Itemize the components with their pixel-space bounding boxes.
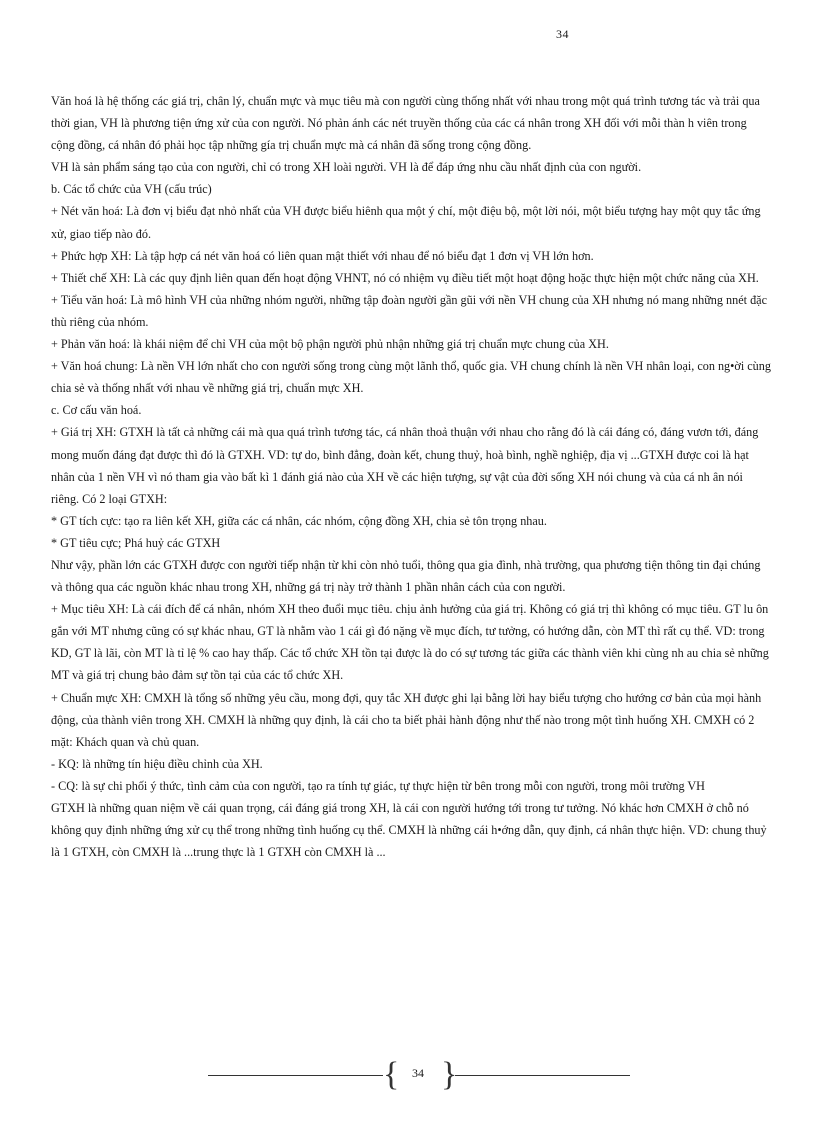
text-line: nhân của 1 nền VH vì nó tham gia vào bất kì 1 đánh giá nào của XH về các hiện tượng, sự vật của đời sống XH nói chung và của cá nh ân nói	[51, 469, 743, 484]
text-line: + Giá trị XH: GTXH là tất cả những cái mà qua quá trình tương tác, cá nhân thoả thuận với nhau cho rằng đó là cái đáng có, đáng vươn tới, đáng	[51, 425, 759, 440]
text-line: gắn với MT nhưng cũng có sự khác nhau, GT là nhằm vào 1 cái gì đó nặng về mục đích, tư tưởng, có hướng dẫn, còn MT thì rất cụ thể. VD: trong	[51, 624, 765, 639]
text-line: không quy định những ứng xử cụ thể trong những tình huống cụ thể. CMXH là những cái h•ớng dẫn, quy định, cá nhân thực hiện. VD: chung thuỷ	[51, 823, 767, 838]
text-line: chia sẻ và thống nhất với nhau về những giá trị, chuẩn mực XH.	[51, 381, 364, 396]
text-line: - KQ: là những tín hiệu điều chỉnh của XH.	[51, 756, 263, 771]
footer-page-number: 34	[412, 1066, 424, 1080]
text-line: + Phức hợp XH: Là tập hợp cá nét văn hoá có liên quan mật thiết với nhau để nó biểu đạt 1 đơn vị VH lớn hơn.	[51, 248, 594, 263]
text-line: c. Cơ cấu văn hoá.	[51, 403, 142, 418]
text-line: thời gian, VH là phương tiện ứng xử của con người. Nó phản ánh các nét truyền thống của các cá nhân trong XH đối với mỗi thàn h viên trong	[51, 116, 747, 131]
text-line: Như vậy, phần lớn các GTXH được con người tiếp nhận từ khi còn nhỏ tuổi, thông qua gia đình, nhà trường, qua phương tiện thông tin đại chúng	[51, 557, 761, 572]
footer-ornament-left-icon: {	[383, 1056, 400, 1093]
footer-rule-right	[455, 1075, 630, 1076]
text-line: Văn hoá là hệ thống các giá trị, chân lý, chuẩn mực và mục tiêu mà con người cùng thống nhất với nhau trong một quá trình tương tác và trải qua	[51, 94, 760, 108]
text-line: VH là sản phẩm sáng tạo của con người, chỉ có trong XH loài người. VH là để đáp ứng nhu cầu nhất định của con người.	[51, 160, 642, 175]
footer-rule-left	[208, 1075, 383, 1076]
text-line: + Mục tiêu XH: Là cái đích để cá nhân, nhóm XH theo đuổi mục tiêu. chịu ảnh hưởng của giá trị. Không có giá trị thì không có mục tiêu. GT lu ôn	[51, 602, 769, 617]
text-line: + Nét văn hoá: Là đơn vị biểu đạt nhỏ nhất của VH được biểu hiênh qua một ý chí, một điệu bộ, một lời nói, một biểu tượng hay một quy tắc ứng	[51, 204, 761, 219]
page-footer	[0, 1055, 816, 1095]
body-text	[51, 90, 771, 863]
text-line: xử, giao tiếp nào đó.	[51, 226, 152, 241]
text-line: MT và giá trị chung bảo đảm sự tồn tại của các tổ chức XH.	[51, 668, 344, 683]
footer-ornament-right-icon: }	[441, 1056, 458, 1093]
text-line: KD, GT là lãi, còn MT là tỉ lệ % cao hay thấp. Các tổ chức XH tồn tại được là do có sự tương tác giữa các thành viên khi cùng nh au chia sẻ những	[51, 646, 769, 661]
header-page-number: 34	[556, 27, 569, 41]
text-line: + Tiểu văn hoá: Là mô hình VH của những nhóm người, những tập đoàn người gần gũi với nền VH chung của XH nhưng nó mang những nnét đặc	[51, 292, 767, 307]
text-line: * GT tiêu cực; Phá huỷ các GTXH	[51, 535, 221, 550]
text-line: + Văn hoá chung: Là nền VH lớn nhất cho con người sống trong cùng một lãnh thổ, quốc gia. VH chung chính là nền VH nhân loại, con ng•ời cùng	[51, 359, 771, 374]
text-line: riêng. Có 2 loại GTXH:	[51, 491, 168, 506]
text-line: + Phản văn hoá: là khái niệm để chỉ VH của một bộ phận người phủ nhận những giá trị chuẩn mực chung của XH.	[51, 337, 609, 352]
text-line: + Chuẩn mực XH: CMXH là tổng số những yêu cầu, mong đợi, quy tắc XH được ghi lại bằng lời hay biểu tượng cho hướng cơ bản của mọi hành	[51, 690, 762, 705]
text-line: mong muốn đáng đạt được thì đó là GTXH. VD: tự do, bình đẳng, đoàn kết, chung thuỷ, hoà bình, nghề nghiệp, địa vị ...GTXH được coi là hạt	[51, 447, 749, 462]
text-line: và thông qua các nguồn khác nhau trong XH, những gá trị này trở thành 1 phần nhân cách của con người.	[51, 580, 566, 595]
text-line: GTXH là những quan niệm về cái quan trọng, cái đáng giá trong XH, là cái con người hướng tới trong tư tưởng. Nó khác hơn CMXH ở chỗ nó	[51, 801, 749, 815]
text-line: cộng đồng, cá nhân đó phải học tập những gía trị chuẩn mực mà cá nhân đã sống trong cộng đồng.	[51, 138, 532, 153]
text-line: mặt: Khách quan và chủ quan.	[51, 734, 200, 749]
text-line: thù riêng của nhóm.	[51, 314, 149, 329]
text-line: - CQ: là sự chi phối ý thức, tình cảm của con người, tạo ra tính tự giác, tự thực hiện từ bên trong mỗi con người, trong môi trường VH	[51, 778, 705, 793]
text-line: là 1 GTXH, còn CMXH là ...trung thực là 1 GTXH còn CMXH là ...	[51, 845, 386, 860]
text-line: * GT tích cực: tạo ra liên kết XH, giữa các cá nhân, các nhóm, cộng đồng XH, chia sẻ tôn trọng nhau.	[51, 513, 547, 528]
text-line: động, của thành viên trong XH. CMXH là những quy định, là cái cho ta biết phải hành động như thế nào trong một tình huống XH. CMXH có 2	[51, 712, 755, 727]
text-line: b. Các tổ chức của VH (cấu trúc)	[51, 182, 212, 197]
text-line: + Thiết chế XH: Là các quy định liên quan đến hoạt động VHNT, nó có nhiệm vụ điều tiết một hoạt động hoặc thực hiện một chức năng của XH.	[51, 270, 759, 285]
